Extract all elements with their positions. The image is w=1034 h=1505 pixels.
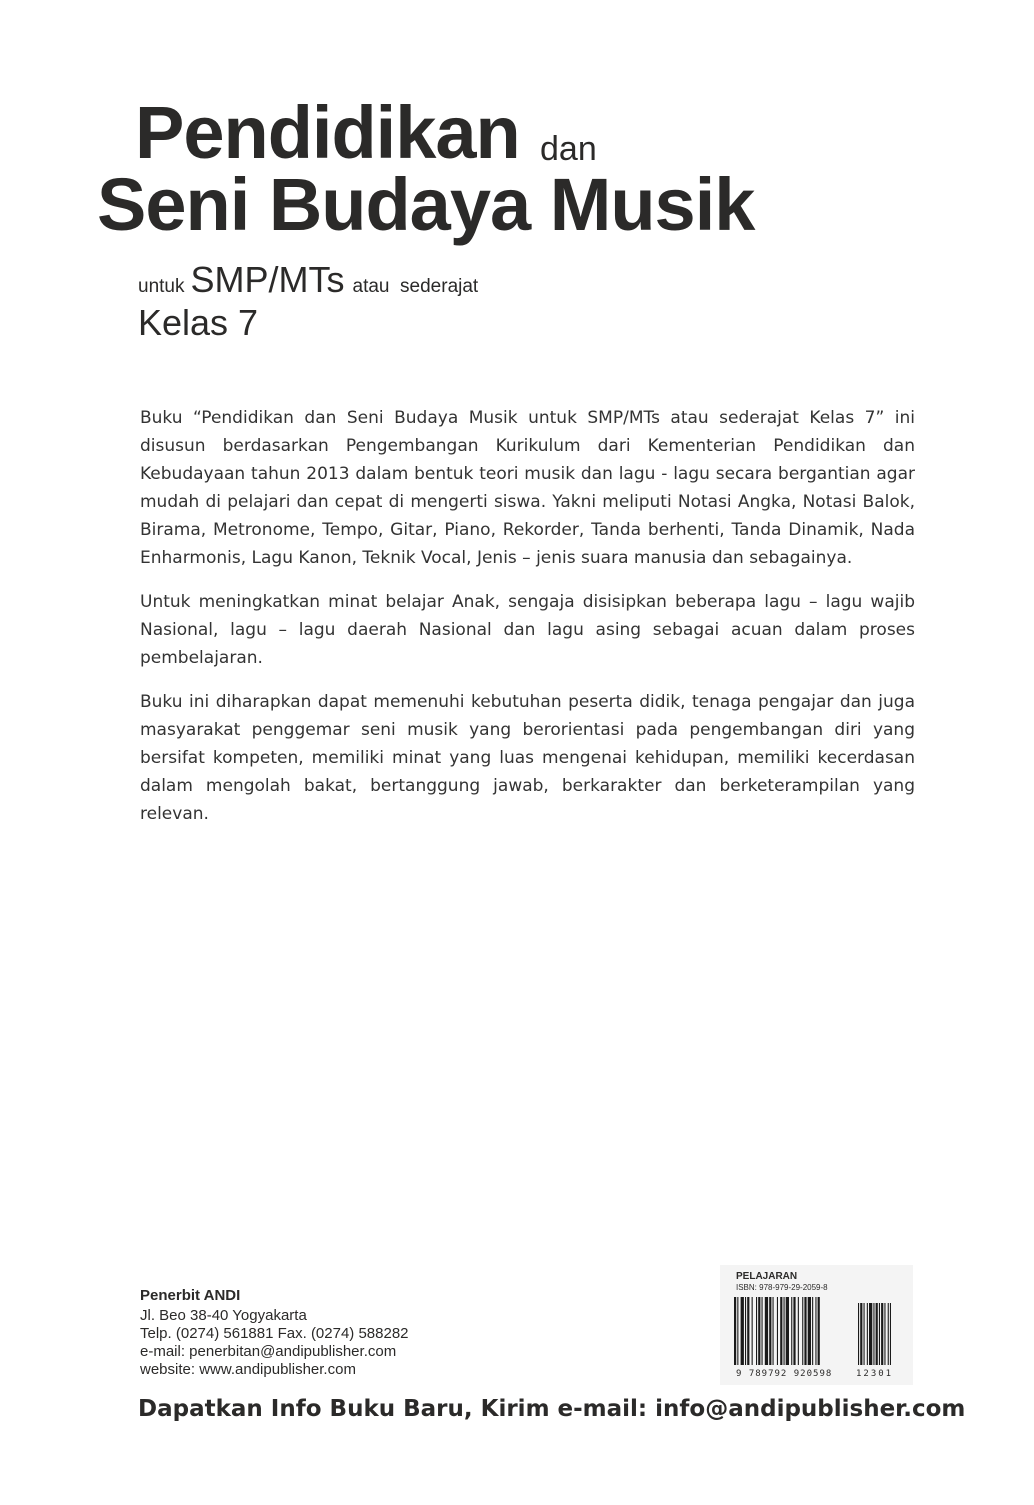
barcode-bar <box>815 1297 816 1365</box>
description-paragraph: Untuk meningkatkan minat belajar Anak, sengaja disisipkan beberapa lagu – lagu wajib Nasional, lagu – lagu daerah Nasional dan lagu asing sebagai acuan dalam proses pembelajaran. <box>140 592 915 668</box>
subtitle-level: SMP/MTs <box>190 259 345 300</box>
barcode-bar <box>802 1297 803 1365</box>
barcode-addon-bar <box>876 1303 878 1365</box>
barcode-addon-bar <box>873 1303 874 1365</box>
barcode-bar <box>812 1297 813 1365</box>
barcode-addon-bar <box>860 1303 862 1365</box>
barcode-number: 9 789792 920598 <box>736 1369 833 1379</box>
barcode-addon-number: 12301 <box>856 1369 894 1379</box>
barcode-bar <box>784 1297 785 1365</box>
barcode-bar <box>752 1297 753 1365</box>
barcode-bar <box>765 1297 768 1365</box>
publisher-name: Penerbit ANDI <box>140 1287 241 1304</box>
barcode-bar <box>793 1297 795 1365</box>
subtitle-grade: Kelas 7 <box>138 302 259 343</box>
publisher-email: e-mail: penerbitan@andipublisher.com <box>140 1343 397 1360</box>
barcode-bar <box>777 1297 778 1365</box>
description-paragraph: Buku ini diharapkan dapat memenuhi kebutuhan peserta didik, tenaga pengajar dan juga masyarakat penggemar seni musik yang berorientasi pada pengembangan diri yang bersifat kompeten, memiliki minat yang luas mengenai kehidupan, memiliki kecerdasan dalam mengolah bakat, bertanggung jawab, berkarakter dan berketerampilan yang relevan. <box>140 692 915 824</box>
title-connector: dan <box>540 130 597 168</box>
barcode-bar <box>756 1297 757 1365</box>
subtitle-line <box>138 259 479 300</box>
barcode-addon-bar <box>879 1303 880 1365</box>
publisher-address: Jl. Beo 38-40 Yogyakarta <box>140 1307 307 1324</box>
barcode-addon-bar <box>867 1303 868 1365</box>
barcode-category: PELAJARAN <box>736 1271 798 1282</box>
barcode-bar <box>804 1297 806 1365</box>
publisher-website: website: www.andipublisher.com <box>140 1361 356 1378</box>
barcode-addon-bar <box>858 1303 859 1365</box>
barcode-addon-bar <box>888 1303 889 1365</box>
barcode-bar <box>741 1297 744 1365</box>
barcode-bar <box>758 1297 760 1365</box>
publisher-phone: Telp. (0274) 561881 Fax. (0274) 588282 <box>140 1325 409 1342</box>
description-paragraph: Buku “Pendidikan dan Seni Budaya Musik untuk SMP/MTs atau sederajat Kelas 7” ini disusun berdasarkan Pengembangan Kurikulum dari Kementerian Pendidikan dan Kebudayaan tahun 2013 dalam bentuk teori musik dan lagu - lagu secara bergantian agar mudah di pelajari dan cepat di mengerti siswa. Yakni meliputi Notasi Angka, Notasi Balok, Birama, Metronome, Tempo, Gitar, Piano, Rekorder, Tanda berhenti, Tanda Dinamik, Nada Enharmonis, Lagu Kanon, Teknik Vocal, Jenis – jenis suara manusia dan sebagainya. <box>140 408 915 568</box>
publisher-info <box>140 1287 540 1379</box>
barcode-bar <box>769 1297 771 1365</box>
barcode-block <box>720 1265 913 1385</box>
barcode-bar <box>745 1297 746 1365</box>
footer-cta: Dapatkan Info Buku Baru, Kirim e-mail: info@andipublisher.com <box>138 1396 966 1422</box>
barcode-isbn: ISBN: 978-979-29-2059-8 <box>736 1283 828 1292</box>
barcode-bar <box>734 1297 736 1365</box>
subtitle-suffix: atau sederajat <box>352 276 479 297</box>
barcode-bar <box>737 1297 738 1365</box>
barcode-addon-bar <box>884 1303 885 1365</box>
barcode-bar <box>762 1297 763 1365</box>
title-line-2: Seni Budaya Musik <box>97 163 755 246</box>
barcode-bar <box>818 1297 820 1365</box>
title-line-1: Pendidikan <box>135 91 520 174</box>
barcode-bar <box>786 1297 789 1365</box>
barcode-bar <box>780 1297 782 1365</box>
barcode-addon-bar <box>869 1303 872 1365</box>
barcode-icon <box>734 1297 900 1369</box>
barcode-bar <box>791 1297 792 1365</box>
description <box>140 404 915 844</box>
barcode-addon-bar <box>890 1303 891 1365</box>
barcode-bar <box>747 1297 749 1365</box>
barcode-addon-bar <box>864 1303 865 1365</box>
barcode-addon-bar <box>881 1303 883 1365</box>
barcode-bar <box>808 1297 811 1365</box>
subtitle-prefix: untuk <box>138 276 185 297</box>
barcode-bar <box>773 1297 774 1365</box>
barcode-bar <box>798 1297 799 1365</box>
